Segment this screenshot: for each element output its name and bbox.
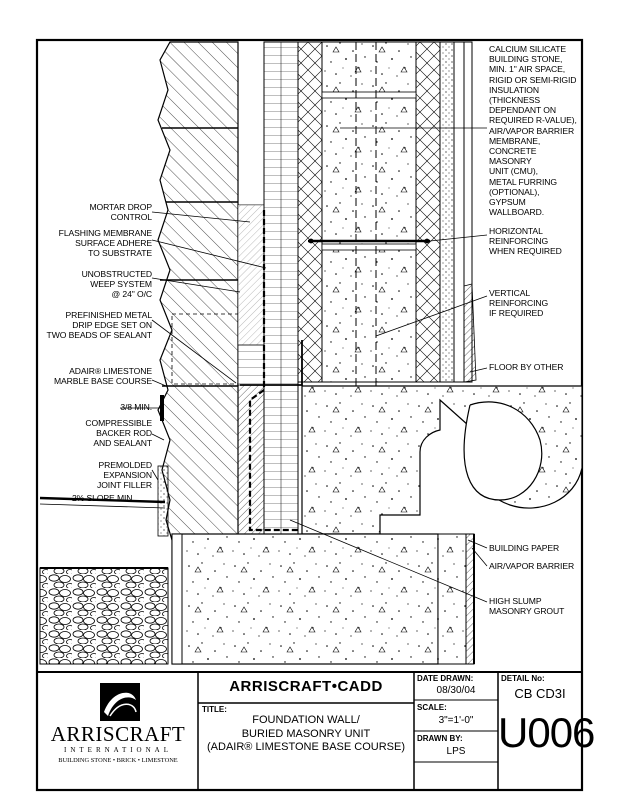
drawn-value: LPS — [446, 746, 466, 757]
note-wall-assembly: CALCIUM SILICATE BUILDING STONE, MIN. 1" AIR SPACE, RIGID OR SEMI-RIGID INSULATION (THICKNESS DEPENDANT ON REQUIRED R-VALUE), AIR/VAPOR BARRIER MEMBRANE, CONCRETE MASONRY UNIT (CMU), METAL FURRING (OPTIONAL), GYPSUM WALLBOARD. — [489, 44, 577, 218]
gravel-backfill — [40, 568, 168, 664]
title-line-1: FOUNDATION WALL/ — [252, 714, 360, 726]
note-air-vapor: AIR/VAPOR BARRIER — [489, 561, 575, 571]
detail-code: CB CD3I — [514, 686, 566, 701]
drawing-title — [198, 714, 414, 755]
scale-value: 3"=1'-0" — [438, 715, 474, 726]
title-line-3: (ADAIR® LIMESTONE BASE COURSE) — [207, 741, 405, 753]
note-flashing: FLASHING MEMBRANE SURFACE ADHERE TO SUBSTRATE — [58, 228, 152, 259]
scale-label: SCALE: — [417, 703, 447, 712]
drawn-label: DRAWN BY: — [417, 734, 463, 743]
note-mortar-drop: MORTAR DROP CONTROL — [89, 202, 152, 223]
note-base-course: ADAIR® LIMESTONE MARBLE BASE COURSE — [53, 366, 152, 387]
company-name: ARRISCRAFT•CADD — [229, 678, 383, 695]
logo-sub: INTERNATIONAL — [64, 746, 172, 754]
note-building-paper: BUILDING PAPER — [489, 543, 560, 553]
rigid-insulation — [298, 42, 322, 382]
air-vapor-barrier — [466, 534, 474, 664]
note-weep: UNOBSTRUCTED WEEP SYSTEM @ 24" O/C — [81, 269, 152, 300]
note-min-gap: 3/8 MIN. — [120, 402, 152, 412]
limestone-wall — [158, 42, 238, 540]
title-label: TITLE: — [202, 705, 227, 714]
date-value: 08/30/04 — [436, 685, 476, 696]
logo-name: ARRISCRAFT — [50, 722, 186, 746]
note-grout: HIGH SLUMP MASONRY GROUT — [489, 596, 565, 617]
date-label: DATE DRAWN: — [417, 674, 474, 683]
high-slump-grout — [172, 534, 438, 664]
note-slope: 2% SLOPE MIN. — [72, 493, 135, 503]
detail-label: DETAIL No: — [501, 674, 545, 683]
note-joint-filler: PREMOLDED EXPANSION JOINT FILLER — [97, 460, 152, 491]
note-backer-rod: COMPRESSIBLE BACKER ROD AND SEALANT — [85, 418, 152, 449]
note-drip-edge: PREFINISHED METAL DRIP EDGE SET ON TWO BEADS OF SEALANT — [46, 310, 152, 341]
logo-mark — [100, 683, 140, 721]
note-horizontal-reinforcing: HORIZONTAL REINFORCING WHEN REQUIRED — [489, 226, 562, 257]
gypsum-wallboard — [440, 42, 454, 382]
note-floor: FLOOR BY OTHER — [489, 362, 564, 372]
detail-number: U006 — [498, 709, 595, 756]
logo-tagline: BUILDING STONE • BRICK • LIMESTONE — [58, 757, 178, 764]
title-line-2: BURIED MASONRY UNIT — [241, 727, 371, 740]
note-vertical-reinforcing: VERTICAL REINFORCING IF REQUIRED — [489, 288, 549, 319]
